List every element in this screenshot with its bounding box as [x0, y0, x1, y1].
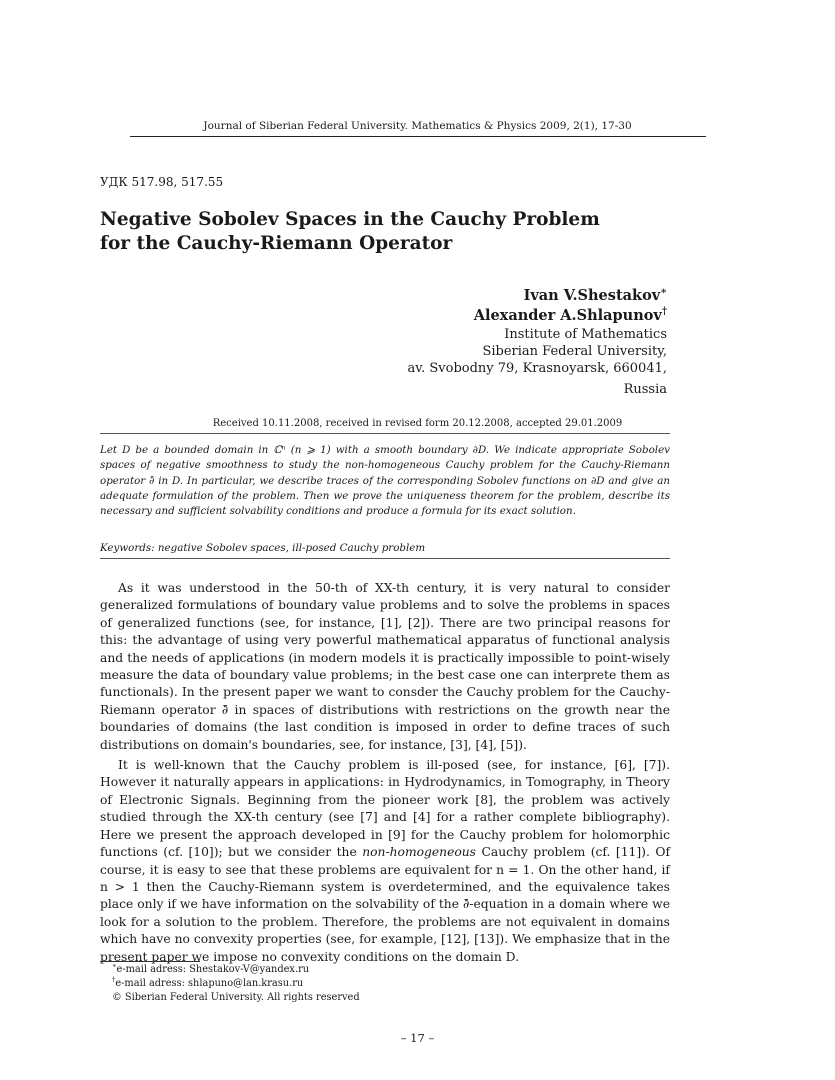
abstract: Let D be a bounded domain in ℂⁿ (n ⩾ 1) with a smooth boundary ∂D. We indicate appropriate Sobolev spaces of negative smoothness to study the non-homogeneous Cauchy problem for the Cauchy-Riemann operator ∂̄ in D. In particular, we describe traces of the corresponding Sobolev functions on ∂D and give an adequate formulation of the problem. Then we prove the uniqueness theorem for the problem, describe its necessary and sufficient solvability conditions and produce a formula for its exact solution.: [100, 444, 670, 518]
footnote-copyright: [112, 991, 360, 1005]
footnote-1-mark: ∗: [112, 961, 117, 970]
abstract-top-rule: [100, 433, 670, 434]
affiliation-line-1: Institute of Mathematics: [504, 327, 667, 342]
footnote-2-text: e-mail adress: shlapuno@lan.krasu.ru: [115, 978, 304, 990]
title-line-2: for the Cauchy-Riemann Operator: [100, 233, 453, 254]
body-text: [100, 580, 670, 969]
footnotes: [112, 963, 360, 1006]
paper-title: [100, 208, 720, 256]
page-number: – 17 –: [400, 1031, 435, 1045]
footnote-1: [112, 963, 360, 977]
copyright-text: Siberian Federal University. All rights reserved: [121, 992, 360, 1004]
title-line-1: Negative Sobolev Spaces in the Cauchy Problem: [100, 209, 600, 230]
udk-code: УДК 517.98, 517.55: [100, 175, 224, 189]
paragraph-2-emphasis: non-homogeneous: [362, 845, 476, 860]
footnote-1-text: e-mail adress: Shestakov-V@yandex.ru: [116, 964, 310, 975]
author-2-mark: †: [661, 306, 667, 318]
keywords-rule: [100, 558, 670, 559]
keywords: Keywords: negative Sobolev spaces, ill-posed Cauchy problem: [100, 542, 426, 554]
journal-header: Journal of Siberian Federal University. Mathematics & Physics 2009, 2(1), 17-30: [203, 120, 632, 132]
author-1-name: Ivan V.Shestakov: [523, 287, 661, 304]
author-1-mark: ∗: [660, 286, 667, 298]
affiliation-line-4: Russia: [623, 382, 667, 397]
received-dates: Received 10.11.2008, received in revised form 20.12.2008, accepted 29.01.2009: [212, 418, 623, 429]
footnote-2-mark: †: [112, 975, 116, 984]
footnote-2: [112, 977, 360, 991]
author-1: [408, 286, 667, 306]
header-rule: [130, 136, 706, 137]
copyright-icon: ©: [112, 992, 122, 1004]
paragraph-2-part-b: Cauchy problem (cf. [11]). Of course, it is easy to see that these problems are equivalent for n = 1. On the other hand, if n > 1 then the Cauchy-Riemann system is overdetermined, and the equivalence takes place only if we have information on the solvability of the ∂̄-equation in a domain where we look for a solution to the problem. Therefore, the problems are not equivalent in domains which have no convexity properties (see, for example, [12], [13]). We emphasize that in the present paper we impose no convexity conditions on the domain D.: [100, 845, 670, 964]
author-2-name: Alexander A.Shlapunov: [473, 307, 662, 324]
paragraph-1: As it was understood in the 50-th of XX-th century, it is very natural to consider generalized formulations of boundary value problems and to solve the problems in spaces of generalized functions (see, for instance, [1], [2]). There are two principal reasons for this: the advantage of using very powerful mathematical apparatus of functional analysis and the needs of applications (in modern models it is practically impossible to point-wisely measure the data of boundary value problems; in the best case one can interprete them as functionals). In the present paper we want to consder the Cauchy problem for the Cauchy-Riemann operator ∂̄ in spaces of distributions with restrictions on the growth near the boundaries of domains (the last condition is imposed in order to define traces of such distributions on domain's boundaries, see, for instance, [3], [4], [5]).: [100, 581, 670, 752]
affiliation-line-3: av. Svobodny 79, Krasnoyarsk, 660041,: [407, 361, 667, 376]
author-block: [408, 286, 667, 398]
author-2: [408, 306, 667, 326]
paragraph-2: [100, 757, 670, 966]
affiliation-line-2: Siberian Federal University,: [482, 344, 667, 359]
paragraph-2-part-a: It is well-known that the Cauchy problem is ill-posed (see, for instance, [6], [7]). However it naturally appears in applications: in Hydrodynamics, in Tomography, in Theory of Electronic Signals. Beginning from the pioneer work [8], the problem was actively studied through the XX-th century (see [7] and [4] for a rather complete bibliography). Here we present the approach developed in [9] for the Cauchy problem for holomorphic functions (cf. [10]); but we consider the: [100, 758, 670, 860]
